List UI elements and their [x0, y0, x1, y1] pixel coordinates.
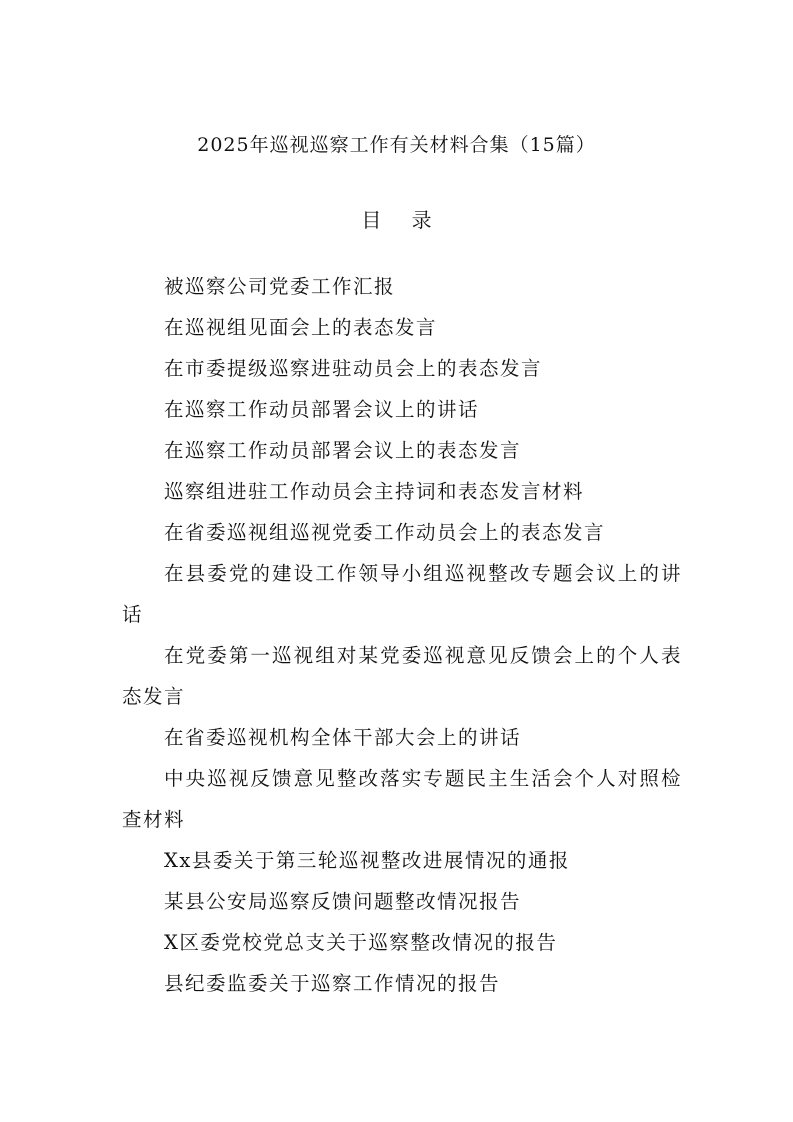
toc-item[interactable]: 在巡视组见面会上的表态发言 [164, 316, 438, 339]
toc-item[interactable]: 县纪委监委关于巡察工作情况的报告 [164, 972, 501, 995]
table-of-contents [122, 266, 682, 1004]
toc-item[interactable]: 在党委第一巡视组对某党委巡视意见反馈会上的个人表态发言 [122, 644, 682, 708]
toc-item[interactable]: X区委党校党总支关于巡察整改情况的报告 [164, 931, 558, 954]
toc-item[interactable]: 巡察组进驻工作动员会主持词和表态发言材料 [164, 480, 585, 503]
toc-item[interactable]: 被巡察公司党委工作汇报 [164, 275, 396, 298]
toc-item[interactable]: 中央巡视反馈意见整改落实专题民主生活会个人对照检查材料 [122, 767, 682, 831]
toc-item[interactable]: 在市委提级巡察进驻动员会上的表态发言 [164, 357, 543, 380]
toc-item[interactable]: 在巡察工作动员部署会议上的表态发言 [164, 439, 522, 462]
document-title: 2025年巡视巡察工作有关材料合集（15篇） [197, 134, 596, 156]
toc-item[interactable]: 某县公安局巡察反馈问题整改情况报告 [164, 890, 522, 913]
toc-item[interactable]: Xx县委关于第三轮巡视整改进展情况的通报 [164, 849, 570, 872]
toc-heading: 目 录 [361, 208, 444, 232]
toc-item[interactable]: 在省委巡视组巡视党委工作动员会上的表态发言 [164, 521, 606, 544]
toc-item[interactable]: 在省委巡视机构全体干部大会上的讲话 [164, 726, 522, 749]
toc-item[interactable]: 在巡察工作动员部署会议上的讲话 [164, 398, 480, 421]
toc-item[interactable]: 在县委党的建设工作领导小组巡视整改专题会议上的讲话 [122, 562, 682, 626]
